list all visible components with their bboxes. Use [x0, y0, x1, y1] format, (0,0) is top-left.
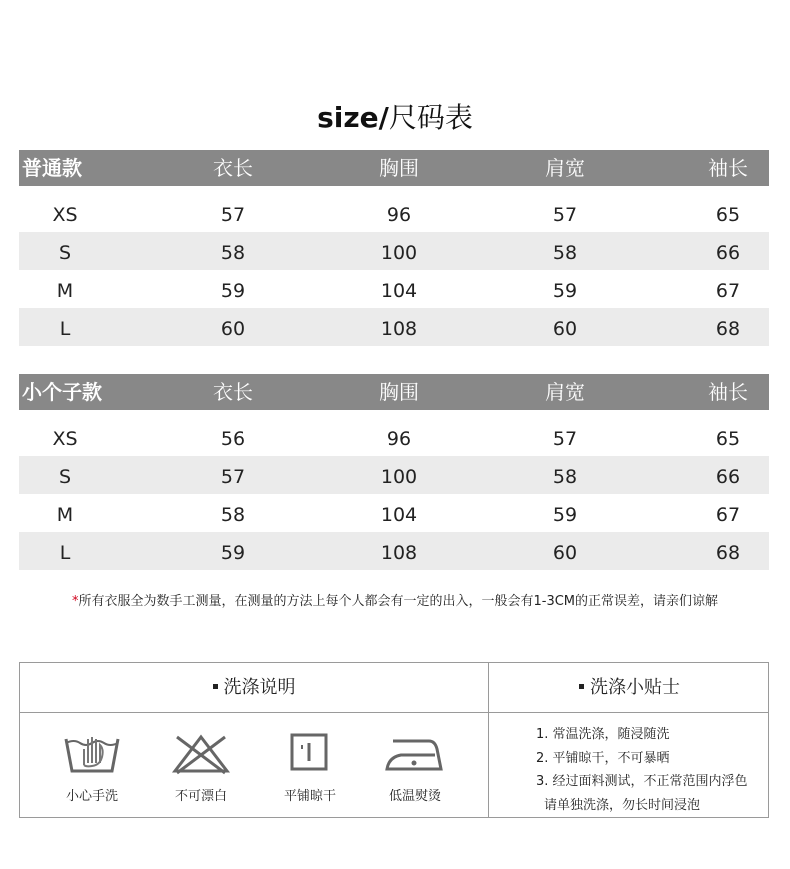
cell-length: 60: [220, 318, 246, 340]
cell-chest: 104: [380, 280, 418, 302]
header-style: 普通款: [22, 156, 82, 180]
table-row: [19, 494, 769, 532]
bullet-icon: [579, 684, 584, 689]
cell-length: 58: [220, 242, 246, 264]
header-style: 小个子款: [22, 380, 102, 404]
header-length: 衣长: [213, 156, 253, 180]
cell-length: 57: [220, 204, 246, 226]
note-text: 所有衣服全为数手工测量，在测量的方法上每个人都会有一定的出入，一般会有1-3CM的正常误差，请亲们谅解: [78, 594, 719, 609]
cell-shoulder: 60: [552, 318, 578, 340]
care-instructions-box: [19, 662, 769, 818]
cell-size: S: [58, 466, 72, 488]
cell-chest: 100: [380, 466, 418, 488]
table-row: [19, 456, 769, 494]
cell-size: L: [59, 318, 71, 340]
wash-tips-title: 洗涤小贴士: [590, 677, 680, 698]
note-asterisk: *: [71, 594, 79, 609]
cell-shoulder: 57: [552, 204, 578, 226]
cell-chest: 96: [386, 204, 412, 226]
cell-sleeve: 68: [715, 318, 741, 340]
cell-chest: 104: [380, 504, 418, 526]
table-row: [19, 532, 769, 570]
cell-length: 58: [220, 504, 246, 526]
cell-sleeve: 65: [715, 428, 741, 450]
header-chest: 胸围: [379, 156, 419, 180]
cell-sleeve: 66: [715, 466, 741, 488]
title-size: size: [317, 101, 379, 134]
list-item: 2. 平铺晾干，不可暴晒: [536, 750, 670, 766]
list-item: 1. 常温洗涤，随浸随洗: [536, 727, 670, 742]
cell-length: 56: [220, 428, 246, 450]
header-shoulder: 肩宽: [545, 380, 585, 404]
table-row: [19, 194, 769, 232]
no-bleach-icon: [169, 731, 233, 775]
table-header: [19, 150, 769, 186]
measurement-note: [0, 590, 790, 609]
wash-instructions-heading: [20, 663, 488, 712]
cell-sleeve: 65: [715, 204, 741, 226]
cell-shoulder: 59: [552, 504, 578, 526]
cell-sleeve: 68: [715, 542, 741, 564]
wash-tips-heading: [489, 663, 770, 712]
wash-instructions-title: 洗涤说明: [223, 677, 296, 698]
cell-shoulder: 60: [552, 542, 578, 564]
cell-size: M: [56, 504, 74, 526]
page-title: [0, 96, 790, 136]
cell-chest: 108: [380, 318, 418, 340]
low-iron-icon: [383, 731, 447, 775]
header-sleeve: 袖长: [708, 380, 748, 404]
table-row: [19, 232, 769, 270]
header-chest: 胸围: [379, 380, 419, 404]
divider-horizontal: [20, 712, 768, 713]
cell-sleeve: 66: [715, 242, 741, 264]
cell-size: L: [59, 542, 71, 564]
cell-size: S: [58, 242, 72, 264]
cell-shoulder: 58: [552, 466, 578, 488]
hand-wash-label: 小心手洗: [65, 789, 118, 804]
cell-shoulder: 59: [552, 280, 578, 302]
cell-length: 57: [220, 466, 246, 488]
bullet-icon: [213, 684, 218, 689]
cell-size: XS: [52, 204, 78, 226]
cell-chest: 100: [380, 242, 418, 264]
hand-wash-icon: [60, 731, 124, 775]
no-bleach-label: 不可漂白: [174, 789, 227, 804]
list-item: 3. 经过面料测试，不正常范围内浮色: [536, 774, 748, 789]
header-length: 衣长: [213, 380, 253, 404]
cell-shoulder: 58: [552, 242, 578, 264]
cell-chest: 108: [380, 542, 418, 564]
cell-size: XS: [52, 428, 78, 450]
cell-sleeve: 67: [715, 504, 741, 526]
low-iron-label: 低温熨烫: [388, 789, 441, 804]
title-chinese: 尺码表: [388, 101, 473, 134]
header-sleeve: 袖长: [708, 156, 748, 180]
title-separator: /: [378, 101, 389, 134]
table-row: [19, 418, 769, 456]
flat-dry-icon: [278, 731, 342, 775]
cell-length: 59: [220, 542, 246, 564]
cell-chest: 96: [386, 428, 412, 450]
cell-sleeve: 67: [715, 280, 741, 302]
table-row: [19, 270, 769, 308]
wash-tips-list: [536, 723, 768, 817]
table-header: [19, 374, 769, 410]
table-row: [19, 308, 769, 346]
cell-shoulder: 57: [552, 428, 578, 450]
cell-length: 59: [220, 280, 246, 302]
cell-size: M: [56, 280, 74, 302]
list-item: 请单独洗涤，勿长时间浸泡: [544, 797, 701, 813]
header-shoulder: 肩宽: [545, 156, 585, 180]
flat-dry-label: 平铺晾干: [283, 789, 336, 804]
